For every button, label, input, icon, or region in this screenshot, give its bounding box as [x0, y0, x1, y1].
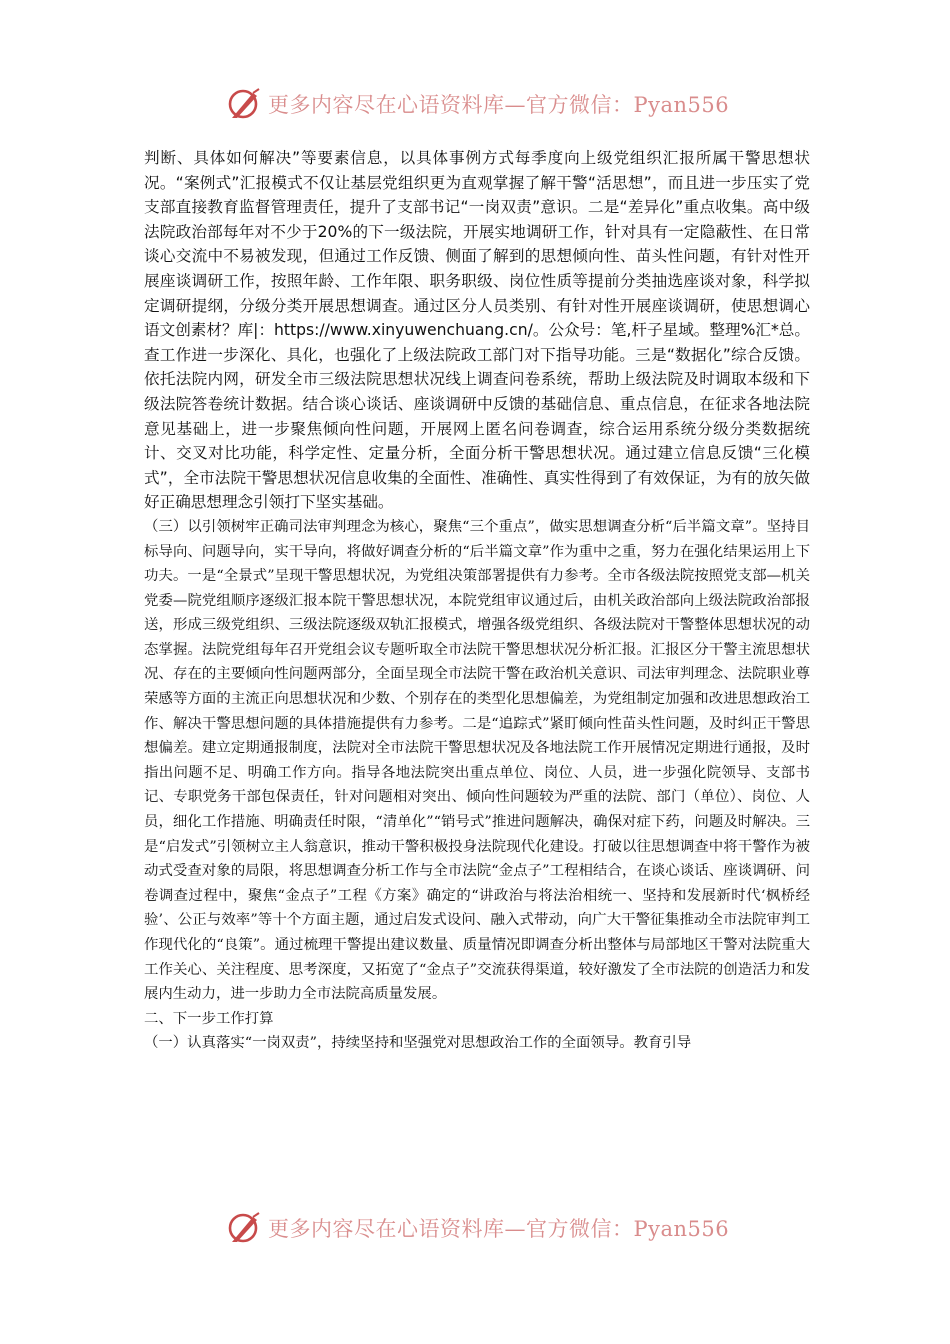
watermark-text: 更多内容尽在心语资料库—官方微信：Pyan556 — [268, 1217, 730, 1241]
section-heading-next-steps: 二、下一步工作打算 — [144, 1010, 274, 1027]
watermark-banner-bottom — [226, 1208, 729, 1248]
paragraph-data-collection: 判断、具体如何解决”等要素信息，以具体事例方式每季度向上级党组织汇报所属干警思想状况。“案例式”汇报模式不仅让基层党组织更为直观掌握了解干警“活思想”，而且进一步压实了党支部直接教育监督管理责任，提升了支部书记“一岗双责”意识。二是“差异化”重点收集。高中级法院政治部每年对不少于20%的下一级法院，开展实地调研工作，针对具有一定隐蔽性、在日常谈心交流中不易被发现，但通过工作反馈、侧面了解到的思想倾向性、苗头性问题，有针对性开展座谈调研工作，按照年龄、工作年限、职务职级、岗位性质等提前分类抽选座谈对象，科学拟定调研提纲，分级分类开展思想调查。通过区分人员类别、有针对性开展座谈调研，使思想调心语文创素材？库|：https://www.xinyuwenchuang.cn/。公众号：笔,杆子星域。整理%汇*总。查工作进一步深化、具化，也强化了上级法院政工部门对下指导功能。三是“数据化”综合反馈。依托法院内网，研发全市三级法院思想状况线上调查问卷系统，帮助上级法院及时调取本级和下级法院答卷统计数据。结合谈心谈话、座谈调研中反馈的基础信息、重点信息，在征求各地法院意见基础上，进一步聚焦倾向性问题，开展网上匿名问卷调查，综合运用系统分级分类数据统计、交叉对比功能，科学定性、定量分析，全面分析干警思想状况。通过建立信息反馈“三化模式”，全市法院干警思想状况信息收集的全面性、准确性、真实性得到了有效保证，为有的放矢做好正确思想理念引领打下坚实基础。 — [144, 149, 810, 512]
document-body — [144, 146, 810, 1056]
watermark-text: 更多内容尽在心语资料库—官方微信：Pyan556 — [268, 93, 730, 117]
watermark-banner-top — [226, 84, 729, 124]
quill-pen-logo-icon — [226, 86, 262, 122]
paragraph-analysis-section: （三）以引领树牢正确司法审判理念为核心，聚焦“三个重点”，做实思想调查分析“后半篇文章”。坚持目标导向、问题导向，实干导向，将做好调查分析的“后半篇文章”作为重中之重，努力在强化结果运用上下功夫。一是“全景式”呈现干警思想状况，为党组决策部署提供有力参考。全市各级法院按照党支部—机关党委—院党组顺序逐级汇报本院干警思想状况，本院党组审议通过后，由机关政治部向上级法院政治部报送，形成三级党组织、三级法院逐级双轨汇报模式，增强各级党组织、各级法院对干警整体思想状况的动态掌握。法院党组每年召开党组会议专题听取全市法院干警思想状况分析汇报。汇报区分干警主流思想状况、存在的主要倾向性问题两部分，全面呈现全市法院干警在政治机关意识、司法审判理念、法院职业尊荣感等方面的主流正向思想状况和少数、个别存在的类型化思想偏差，为党组制定加强和改进思想政治工作、解决干警思想问题的具体措施提供有力参考。二是“追踪式”紧盯倾向性苗头性问题，及时纠正干警思想偏差。建立定期通报制度，法院对全市法院干警思想状况及各地法院工作开展情况定期进行通报，及时指出问题不足、明确工作方向。指导各地法院突出重点单位、岗位、人员，进一步强化院领导、支部书记、专职党务干部包保责任，针对问题相对突出、倾向性问题较为严重的法院、部门（单位）、岗位、人员，细化工作措施、明确责任时限，“清单化”“销号式”推进问题解决，确保对症下药，问题及时解决。三是“启发式”引领树立主人翁意识，推动干警积极投身法院现代化建设。打破以往思想调查中将干警作为被动式受查对象的局限，将思想调查分析工作与全市法院“金点子”工程相结合，在谈心谈话、座谈调研、问卷调查过程中，聚焦“金点子”工程《方案》确定的“讲政治与将法治相统一、坚持和发展新时代‘枫桥经验’、公正与效率”等十个方面主题，通过启发式设问、融入式带动，向广大干警征集推动全市法院审判工作现代化的“良策”。通过梳理干警提出建议数量、质量情况即调查分析出整体与局部地区干警对法院重大工作关心、关注程度、思考深度，又拓宽了“金点子”交流获得渠道，较好激发了全市法院的创造活力和发展内生动力，进一步助力全市法院高质量发展。 — [144, 518, 810, 1003]
paragraph-next-steps-1: （一）认真落实“一岗双责”，持续坚持和坚强党对思想政治工作的全面领导。教育引导 — [144, 1035, 692, 1052]
quill-pen-logo-icon — [226, 1210, 262, 1246]
